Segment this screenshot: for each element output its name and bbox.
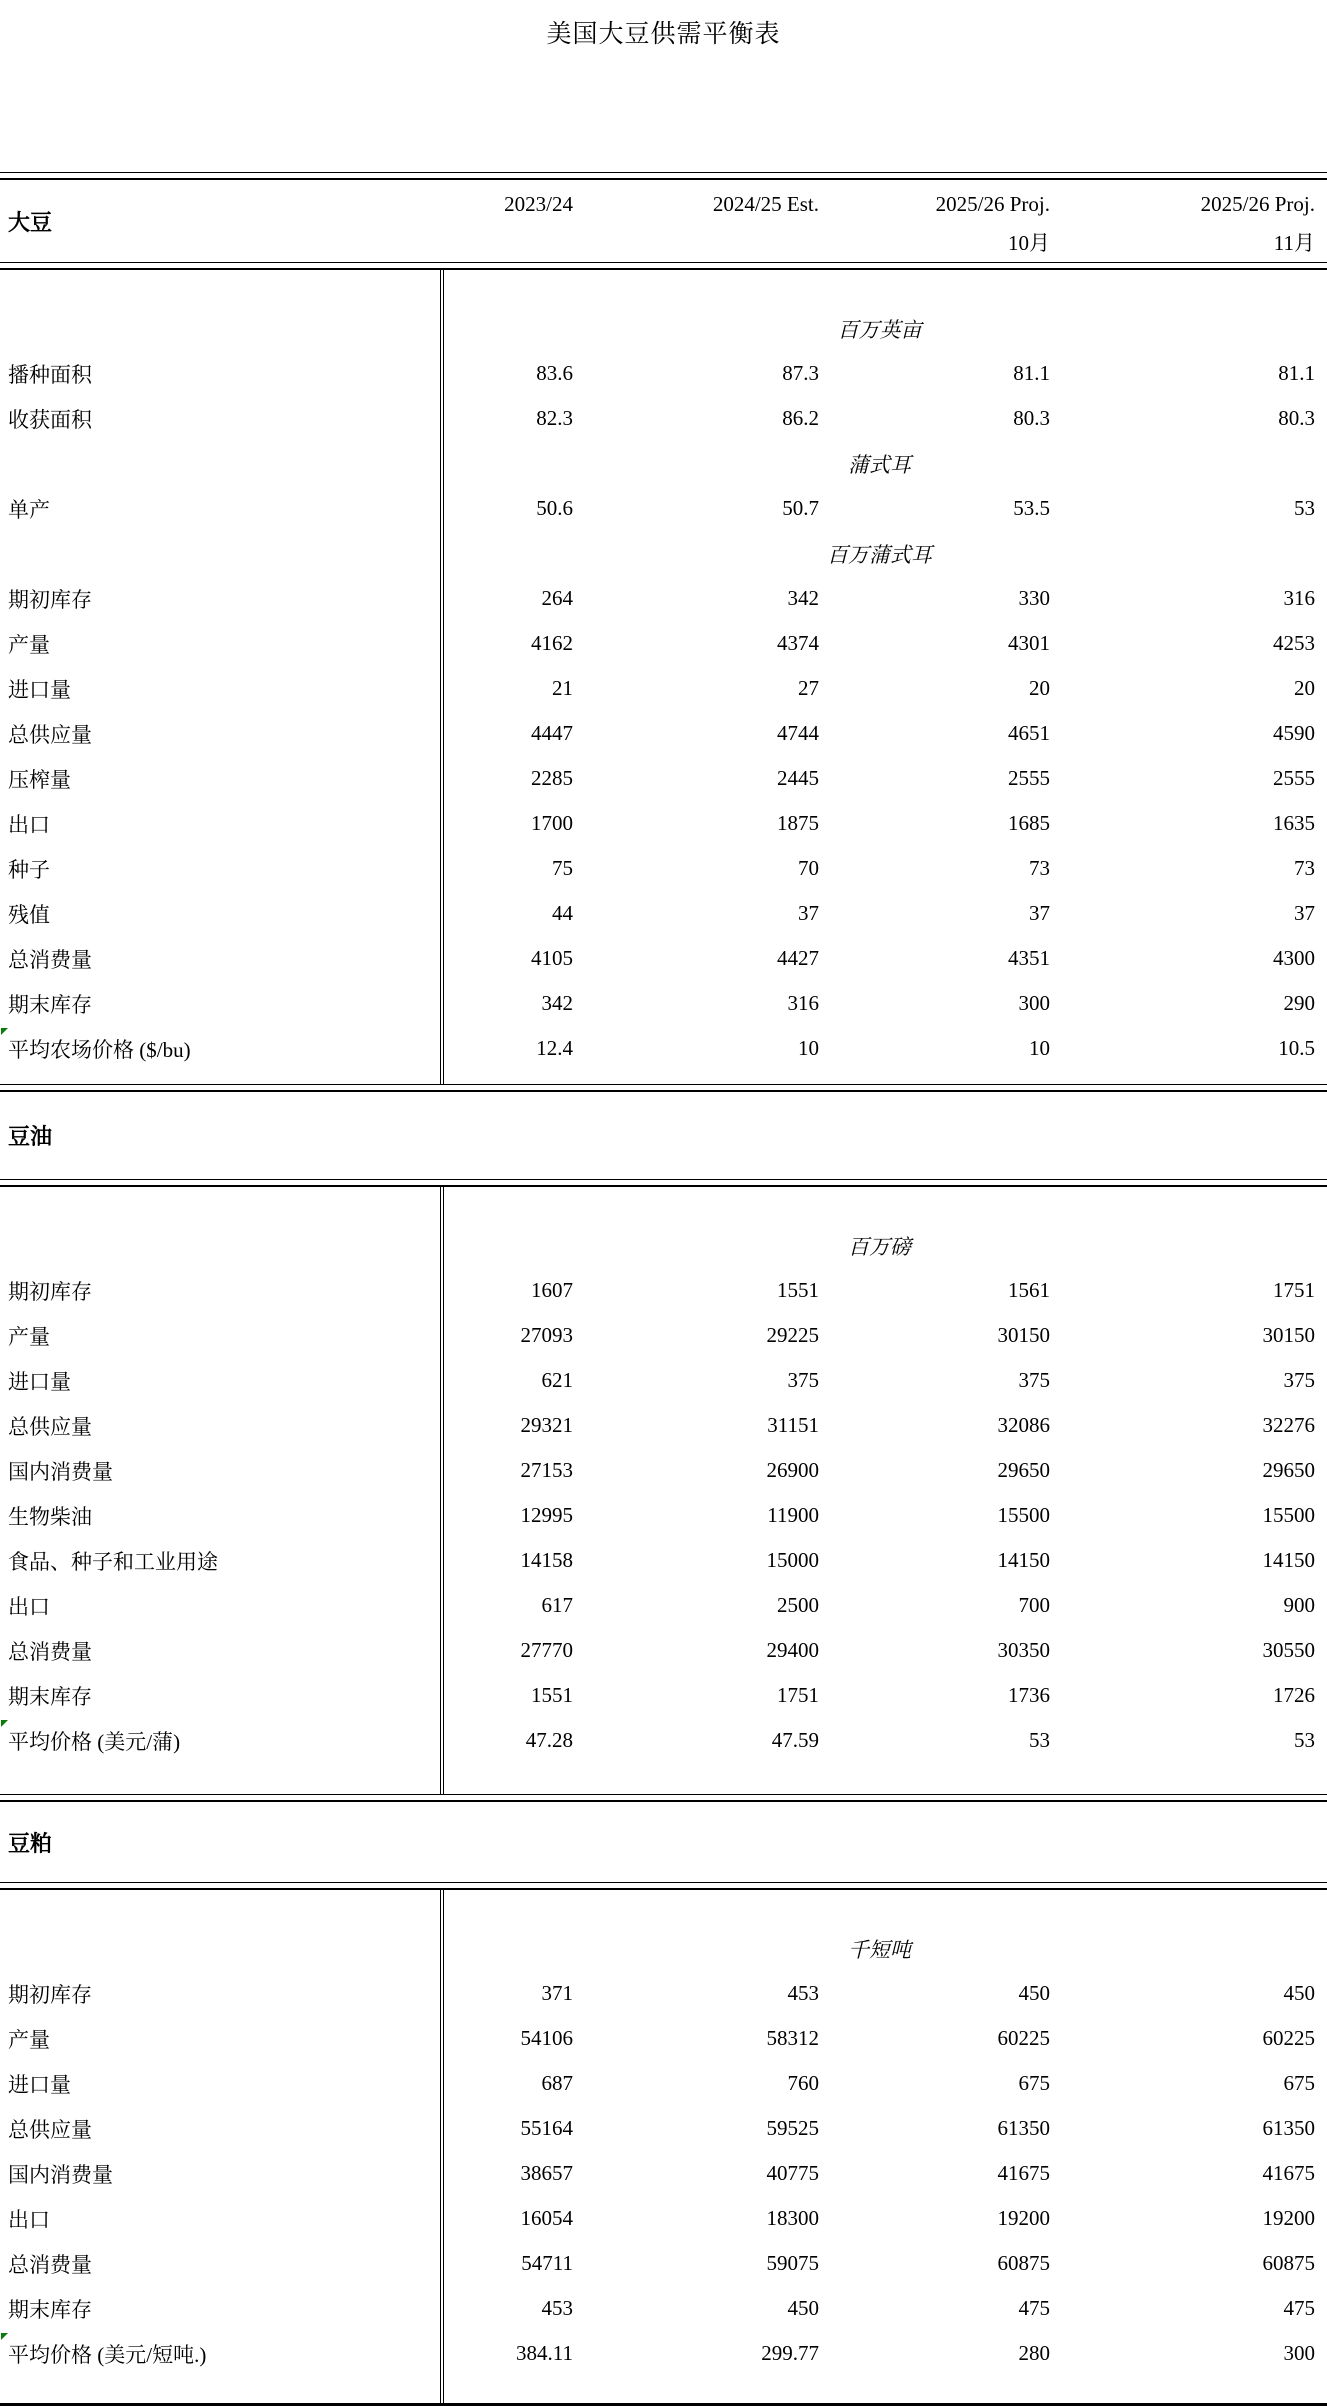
unit-label: 蒲式耳	[848, 453, 911, 477]
table-row	[0, 1493, 1327, 1538]
cell-value: 41675	[1262, 2161, 1315, 2185]
row-label: 总供应量	[8, 2117, 92, 2142]
cell-value: 675	[1018, 2071, 1050, 2095]
cell-value: 299.77	[761, 2341, 819, 2365]
cell-value: 453	[787, 1981, 819, 2005]
cell-value: 1551	[777, 1278, 819, 1302]
cell-value: 342	[541, 991, 573, 1015]
cell-value: 2555	[1008, 766, 1050, 790]
cell-value: 41675	[997, 2161, 1050, 2185]
unit-row	[0, 1926, 1327, 1971]
cell-value: 81.1	[1278, 361, 1315, 385]
cell-value: 687	[541, 2071, 573, 2095]
cell-value: 1551	[531, 1683, 573, 1707]
cell-value: 1700	[531, 811, 573, 835]
table-header	[0, 180, 1327, 262]
section-divider	[0, 1882, 1327, 1890]
row-label: 期初库存	[8, 1982, 92, 2007]
header-spacer	[0, 192, 444, 217]
row-label: 生物柴油	[8, 1504, 92, 1529]
cell-value: 2500	[777, 1593, 819, 1617]
row-label: 产量	[8, 1324, 50, 1349]
table-row	[0, 396, 1327, 441]
cell-value: 1736	[1008, 1683, 1050, 1707]
cell-value: 59525	[766, 2116, 819, 2140]
row-label: 出口	[8, 812, 50, 837]
section-soybean-rows	[0, 306, 1327, 1071]
row-label: 种子	[8, 857, 50, 882]
cell-value: 50.7	[782, 496, 819, 520]
cell-value: 280	[1018, 2341, 1050, 2365]
table-row	[0, 2286, 1327, 2331]
cell-value: 330	[1018, 586, 1050, 610]
unit-row	[0, 306, 1327, 351]
row-label: 播种面积	[8, 362, 92, 387]
table-row	[0, 936, 1327, 981]
cell-value: 21	[552, 676, 573, 700]
cell-value: 32276	[1262, 1413, 1315, 1437]
cell-value: 16054	[520, 2206, 573, 2230]
row-label: 进口量	[8, 1369, 71, 1394]
row-label: 期末库存	[8, 2297, 92, 2322]
section-soybean	[0, 270, 1327, 1084]
unit-row	[0, 531, 1327, 576]
section-heading-meal: 豆粕	[8, 1830, 53, 1856]
cell-value: 453	[541, 2296, 573, 2320]
section-divider	[0, 1794, 1327, 1802]
cell-value: 37	[798, 901, 819, 925]
cell-value: 60875	[1262, 2251, 1315, 2275]
section-soybean-oil	[0, 1187, 1327, 1794]
cell-value: 450	[1018, 1981, 1050, 2005]
cell-value: 53	[1029, 1728, 1050, 1752]
cell-value: 4162	[531, 631, 573, 655]
cell-value: 14158	[520, 1548, 573, 1572]
cell-value: 4300	[1273, 946, 1315, 970]
cell-value: 60875	[997, 2251, 1050, 2275]
cell-value: 4427	[777, 946, 819, 970]
cell-value: 384.11	[516, 2341, 573, 2365]
table-row	[0, 1026, 1327, 1071]
comment-marker-icon	[1, 2333, 8, 2340]
cell-value: 50.6	[536, 496, 573, 520]
cell-value: 30550	[1262, 1638, 1315, 1662]
cell-value: 30150	[1262, 1323, 1315, 1347]
cell-value: 1561	[1008, 1278, 1050, 1302]
cell-value: 290	[1283, 991, 1315, 1015]
cell-value: 60225	[1262, 2026, 1315, 2050]
cell-value: 4301	[1008, 631, 1050, 655]
cell-value: 54711	[521, 2251, 573, 2275]
unit-row	[0, 1223, 1327, 1268]
table-row	[0, 576, 1327, 621]
cell-value: 1607	[531, 1278, 573, 1302]
cell-value: 70	[798, 856, 819, 880]
cell-value: 37	[1029, 901, 1050, 925]
row-label: 进口量	[8, 2072, 71, 2097]
cell-value: 12.4	[536, 1036, 573, 1060]
cell-value: 1685	[1008, 811, 1050, 835]
cell-value: 80.3	[1278, 406, 1315, 430]
row-label: 国内消费量	[8, 2162, 113, 2187]
table-row	[0, 1538, 1327, 1583]
unit-label: 百万英亩	[837, 318, 922, 342]
cell-value: 19200	[1262, 2206, 1315, 2230]
cell-value: 4253	[1273, 631, 1315, 655]
cell-value: 475	[1283, 2296, 1315, 2320]
column-header-2023-24: 2023/24	[504, 192, 573, 216]
cell-value: 29321	[520, 1413, 573, 1437]
cell-value: 81.1	[1013, 361, 1050, 385]
header-month-row	[0, 217, 1327, 257]
row-label: 总供应量	[8, 1414, 92, 1439]
row-label: 期初库存	[8, 1279, 92, 1304]
table-row	[0, 2016, 1327, 2061]
cell-value: 26900	[766, 1458, 819, 1482]
cell-value: 300	[1283, 2341, 1315, 2365]
table-row	[0, 846, 1327, 891]
cell-value: 4651	[1008, 721, 1050, 745]
section-soybean-oil-rows	[0, 1223, 1327, 1763]
table-row	[0, 2106, 1327, 2151]
cell-value: 760	[787, 2071, 819, 2095]
section-soybean-meal-rows	[0, 1926, 1327, 2376]
table-row	[0, 1628, 1327, 1673]
section-heading-oil: 豆油	[8, 1124, 53, 1149]
cell-value: 675	[1283, 2071, 1315, 2095]
table-top-border	[0, 172, 1327, 180]
cell-value: 80.3	[1013, 406, 1050, 430]
column-header-2025-26-nov: 2025/26 Proj.	[1200, 192, 1315, 216]
cell-value: 47.59	[771, 1728, 819, 1752]
cell-value: 617	[541, 1593, 573, 1617]
cell-value: 700	[1018, 1593, 1050, 1617]
table-row	[0, 486, 1327, 531]
cell-value: 82.3	[536, 406, 573, 430]
table-row	[0, 981, 1327, 1026]
cell-value: 60225	[997, 2026, 1050, 2050]
cell-value: 2445	[777, 766, 819, 790]
row-label: 总消费量	[8, 2252, 92, 2277]
row-label: 食品、种子和工业用途	[8, 1549, 218, 1574]
unit-label: 千短吨	[848, 1938, 911, 1962]
cell-value: 450	[787, 2296, 819, 2320]
cell-value: 83.6	[536, 361, 573, 385]
cell-value: 10.5	[1278, 1036, 1315, 1060]
unit-row	[0, 441, 1327, 486]
cell-value: 29400	[766, 1638, 819, 1662]
cell-value: 450	[1283, 1981, 1315, 2005]
cell-value: 15000	[766, 1548, 819, 1572]
cell-value: 621	[541, 1368, 573, 1392]
cell-value: 58312	[766, 2026, 819, 2050]
table-row	[0, 1313, 1327, 1358]
row-label: 进口量	[8, 677, 71, 702]
row-label: 总消费量	[8, 1639, 92, 1664]
table-row	[0, 1268, 1327, 1313]
subcolumn-november: 11月	[1273, 231, 1315, 255]
cell-value: 14150	[1262, 1548, 1315, 1572]
table-row	[0, 1673, 1327, 1718]
header-bottom-border	[0, 262, 1327, 270]
cell-value: 15500	[1262, 1503, 1315, 1527]
row-label: 残值	[8, 902, 50, 927]
cell-value: 4374	[777, 631, 819, 655]
table-row	[0, 1358, 1327, 1403]
cell-value: 19200	[997, 2206, 1050, 2230]
cell-value: 10	[798, 1036, 819, 1060]
section-heading-block-oil	[0, 1092, 1327, 1179]
cell-value: 27770	[520, 1638, 573, 1662]
unit-label: 百万磅	[848, 1235, 911, 1259]
cell-value: 1751	[777, 1683, 819, 1707]
row-label: 产量	[8, 632, 50, 657]
cell-value: 475	[1018, 2296, 1050, 2320]
cell-value: 12995	[520, 1503, 573, 1527]
table-row	[0, 1971, 1327, 2016]
cell-value: 375	[1283, 1368, 1315, 1392]
cell-value: 1726	[1273, 1683, 1315, 1707]
cell-value: 20	[1029, 676, 1050, 700]
cell-value: 44	[552, 901, 573, 925]
unit-label: 百万蒲式耳	[827, 543, 932, 567]
table-row	[0, 2196, 1327, 2241]
table-row	[0, 2241, 1327, 2286]
column-header-2025-26-oct: 2025/26 Proj.	[935, 192, 1050, 216]
cell-value: 73	[1294, 856, 1315, 880]
cell-value: 15500	[997, 1503, 1050, 1527]
cell-value: 53	[1294, 496, 1315, 520]
cell-value: 1635	[1273, 811, 1315, 835]
cell-value: 20	[1294, 676, 1315, 700]
table-row	[0, 2331, 1327, 2376]
page-title: 美国大豆供需平衡表	[546, 21, 781, 48]
table-row	[0, 801, 1327, 846]
cell-value: 55164	[520, 2116, 573, 2140]
subcolumn-october: 10月	[1008, 231, 1050, 255]
row-label: 总供应量	[8, 722, 92, 747]
cell-value: 10	[1029, 1036, 1050, 1060]
table-row	[0, 891, 1327, 936]
row-label: 平均价格 (美元/短吨.)	[8, 2342, 207, 2367]
row-label: 压榨量	[8, 767, 71, 792]
row-label: 单产	[8, 497, 50, 522]
section-divider	[0, 1084, 1327, 1092]
cell-value: 31151	[767, 1413, 819, 1437]
column-header-2024-25: 2024/25 Est.	[712, 192, 819, 216]
cell-value: 47.28	[525, 1728, 573, 1752]
cell-value: 342	[787, 586, 819, 610]
cell-value: 4105	[531, 946, 573, 970]
row-label: 期初库存	[8, 587, 92, 612]
header-year-row	[0, 180, 1327, 217]
cell-value: 4351	[1008, 946, 1050, 970]
row-label: 总消费量	[8, 947, 92, 972]
row-label: 期末库存	[8, 1684, 92, 1709]
row-label: 平均农场价格 ($/bu)	[8, 1037, 191, 1062]
cell-value: 2555	[1273, 766, 1315, 790]
cell-value: 1875	[777, 811, 819, 835]
cell-value: 316	[1283, 586, 1315, 610]
table-row	[0, 621, 1327, 666]
cell-value: 900	[1283, 1593, 1315, 1617]
cell-value: 75	[552, 856, 573, 880]
cell-value: 38657	[520, 2161, 573, 2185]
table-row	[0, 711, 1327, 756]
comment-marker-icon	[1, 1028, 8, 1035]
cell-value: 30350	[997, 1638, 1050, 1662]
table-row	[0, 351, 1327, 396]
cell-value: 371	[541, 1981, 573, 2005]
table-row	[0, 666, 1327, 711]
cell-value: 87.3	[782, 361, 819, 385]
cell-value: 4590	[1273, 721, 1315, 745]
cell-value: 11900	[767, 1503, 819, 1527]
cell-value: 1751	[1273, 1278, 1315, 1302]
cell-value: 29225	[766, 1323, 819, 1347]
section-heading-block-meal	[0, 1802, 1327, 1882]
header-spacer	[0, 227, 444, 257]
row-label: 国内消费量	[8, 1459, 113, 1484]
cell-value: 4447	[531, 721, 573, 745]
cell-value: 32086	[997, 1413, 1050, 1437]
table-row	[0, 1583, 1327, 1628]
cell-value: 27093	[520, 1323, 573, 1347]
table-row	[0, 756, 1327, 801]
cell-value: 37	[1294, 901, 1315, 925]
table-row	[0, 1718, 1327, 1763]
cell-value: 61350	[1262, 2116, 1315, 2140]
cell-value: 4744	[777, 721, 819, 745]
cell-value: 54106	[520, 2026, 573, 2050]
cell-value: 86.2	[782, 406, 819, 430]
cell-value: 14150	[997, 1548, 1050, 1572]
cell-value: 73	[1029, 856, 1050, 880]
row-label: 平均价格 (美元/蒲)	[8, 1729, 181, 1754]
cell-value: 27	[798, 676, 819, 700]
subcolumn-blank	[444, 227, 573, 257]
comment-marker-icon	[1, 1720, 8, 1727]
cell-value: 29650	[1262, 1458, 1315, 1482]
table-row	[0, 2151, 1327, 2196]
cell-value: 375	[1018, 1368, 1050, 1392]
section-soybean-meal	[0, 1890, 1327, 2403]
row-label: 出口	[8, 2207, 50, 2232]
cell-value: 40775	[766, 2161, 819, 2185]
cell-value: 29650	[997, 1458, 1050, 1482]
cell-value: 27153	[520, 1458, 573, 1482]
section-divider	[0, 1179, 1327, 1187]
cell-value: 61350	[997, 2116, 1050, 2140]
subcolumn-blank	[573, 227, 819, 257]
row-label: 出口	[8, 1594, 50, 1619]
cell-value: 2285	[531, 766, 573, 790]
cell-value: 59075	[766, 2251, 819, 2275]
cell-value: 53.5	[1013, 496, 1050, 520]
row-label: 收获面积	[8, 407, 92, 432]
row-label: 产量	[8, 2027, 50, 2052]
commodity-label: 大豆	[8, 210, 53, 235]
cell-value: 316	[787, 991, 819, 1015]
table-row	[0, 2061, 1327, 2106]
cell-value: 300	[1018, 991, 1050, 1015]
cell-value: 53	[1294, 1728, 1315, 1752]
cell-value: 18300	[766, 2206, 819, 2230]
cell-value: 30150	[997, 1323, 1050, 1347]
cell-value: 264	[541, 586, 573, 610]
row-label: 期末库存	[8, 992, 92, 1017]
table-row	[0, 1403, 1327, 1448]
cell-value: 375	[787, 1368, 819, 1392]
table-row	[0, 1448, 1327, 1493]
